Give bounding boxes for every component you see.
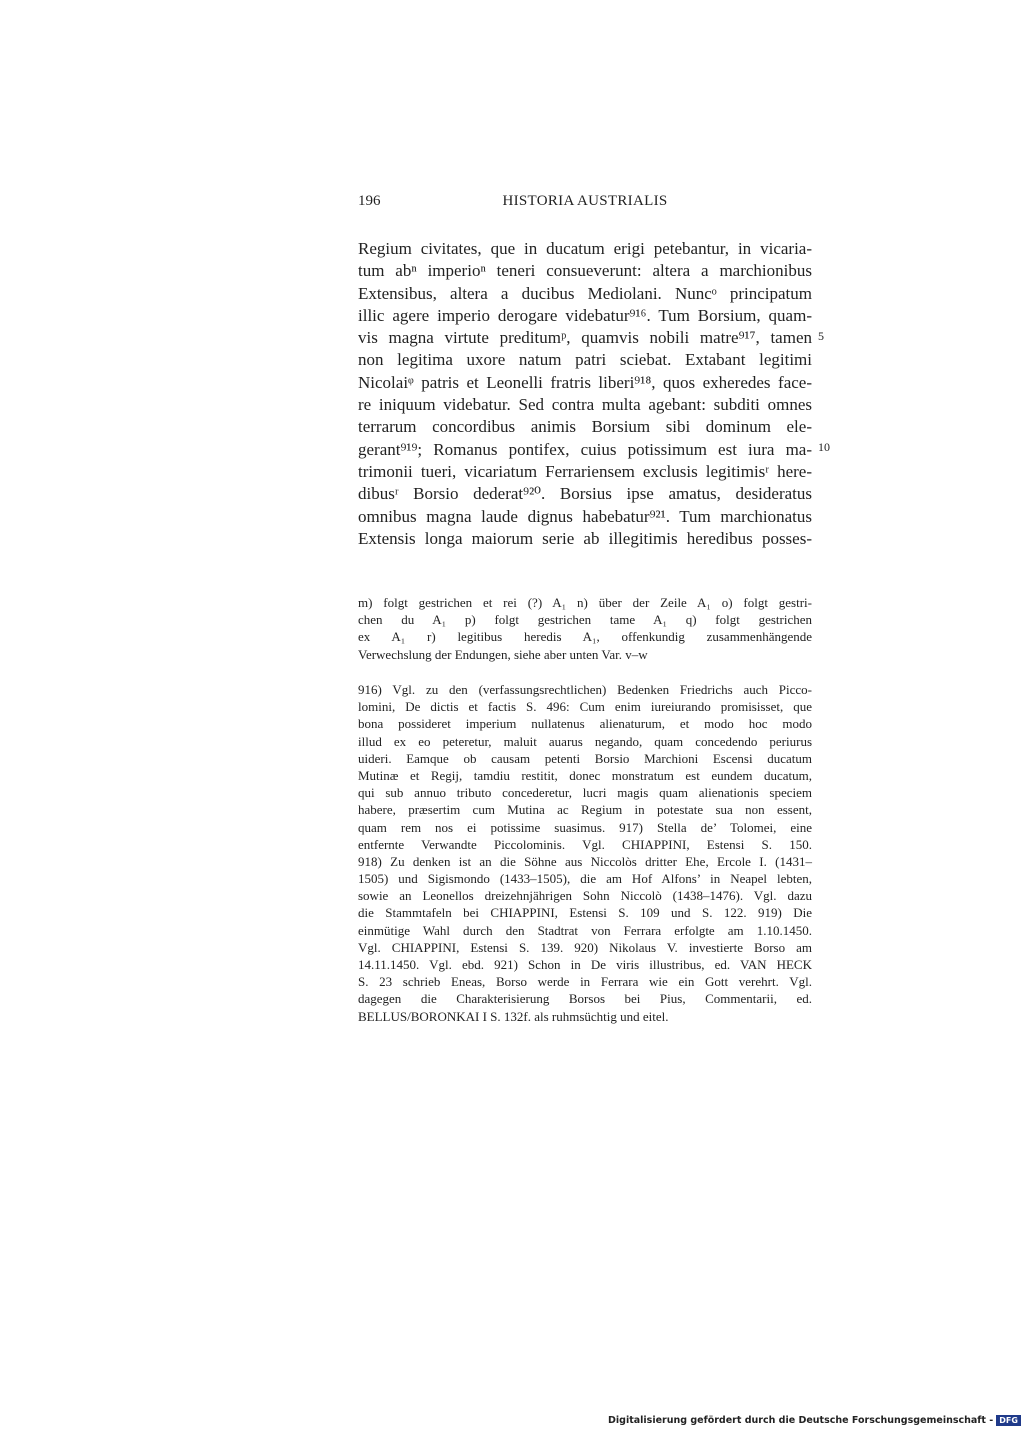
main-text-line: dibusʳ Borsio dederat⁹²⁰. Borsius ipse amatus, desideratus: [358, 484, 812, 504]
main-text-line: Regium civitates, que in ducatum erigi petebantur, in vicaria-: [358, 239, 812, 258]
apparatus-line: Verwechslung der Endungen, siehe aber unten Var. v–w: [358, 646, 648, 662]
apparatus-line: ex A₁ r) legitibus heredis A₁, offenkundig zusammenhängende: [358, 629, 812, 645]
dfg-logo: DFG: [996, 1415, 1021, 1426]
footnote-line: qui sub annuo tributo concederetur, lucri magis quam alienationis speciem: [358, 785, 812, 801]
main-text-line: Nicolaiᵠ patris et Leonelli fratris liberi⁹¹⁸, quos exheredes face-: [358, 372, 812, 392]
line-number-10: 10: [818, 440, 830, 454]
footnote-line: dagegen die Charakterisierung Borsos bei Pius, Commentarii, ed.: [358, 991, 812, 1007]
footnote-line: entfernte Verwandte Piccolominis. Vgl. CHIAPPINI, Estensi S. 150.: [358, 836, 812, 852]
main-text-line: omnibus magna laude dignus habebatur⁹²¹. Tum marchionatus: [358, 506, 812, 526]
main-text-line: Extensibus, altera a ducibus Mediolani. Nuncᵒ principatum: [358, 283, 812, 303]
footnote-line: 14.11.1450. Vgl. ebd. 921) Schon in De viris illustribus, ed. VAN HECK: [358, 957, 812, 972]
footnote-line: einmütige Wahl durch den Stadtrat von Ferrara erfolgte am 1.10.1450.: [358, 922, 812, 938]
main-text-line: terrarum concordibus animis Borsium sibi dominum ele-: [358, 417, 812, 437]
footnote-line: die Stammtafeln bei CHIAPPINI, Estensi S. 109 und S. 122. 919) Die: [358, 905, 812, 921]
page-number: 196: [358, 193, 381, 209]
footnote-line: bona possideret imperium nullatenus alienaturum, et modo hoc modo: [358, 716, 812, 732]
footnote-line: S. 23 schrieb Eneas, Borso werde in Ferrara wie ein Gott verehrt. Vgl.: [358, 974, 812, 990]
apparatus-line: chen du A₁ p) folgt gestrichen tame A₁ q) folgt gestrichen: [358, 612, 812, 628]
footer: [608, 1415, 1021, 1426]
footnote-line: uideri. Eamque ob causam petenti Borsio Marchioni Escensi ducatum: [358, 750, 812, 766]
line-number-5: 5: [818, 329, 824, 343]
apparatus-line: m) folgt gestrichen et rei (?) A₁ n) über der Zeile A₁ o) folgt gestri-: [358, 595, 812, 610]
main-text-line: gerant⁹¹⁹; Romanus pontifex, cuius potissimum est iura ma-: [358, 439, 812, 459]
main-text-line: tum abⁿ imperioⁿ teneri consueverunt: altera a marchionibus: [358, 261, 812, 281]
footnotes: [358, 681, 812, 1025]
footnote-line: quam rem nos ei potissime suasimus. 917) Stella de’ Tolomei, eine: [358, 819, 812, 835]
main-text-line: illic agere imperio derogare videbatur⁹¹⁶. Tum Borsium, quam-: [358, 305, 812, 325]
footnote-line: Vgl. CHIAPPINI, Estensi S. 139. 920) Nikolaus V. investierte Borso am: [358, 939, 812, 955]
footer-text: Digitalisierung gefördert durch die Deutsche Forschungsgemeinschaft -: [608, 1415, 994, 1426]
main-text-line: trimonii tueri, vicariatum Ferrariensem exclusis legitimisʳ here-: [358, 461, 812, 481]
footnote-line: 916) Vgl. zu den (verfassungsrechtlichen) Bedenken Friedrichs auch Picco-: [358, 682, 812, 697]
footnote-line: 918) Zu denken ist an die Söhne aus Niccolòs dritter Ehe, Ercole I. (1431–: [358, 853, 812, 869]
main-text-line: vis magna virtute preditumᵖ, quamvis nobili matre⁹¹⁷, tamen: [358, 328, 812, 348]
footnote-line: lomini, De dictis et factis S. 496: Cum enim iureiurando promisisset, que: [358, 699, 812, 715]
main-text-line: Extensis longa maiorum serie ab illegitimis heredibus posses-: [358, 528, 812, 548]
footnote-line: 1505) und Sigismondo (1433–1505), die am Hof Alfons’ in Neapel lebten,: [358, 871, 812, 887]
main-text-line: re iniquum videbatur. Sed contra multa agebant: subditi omnes: [358, 395, 812, 415]
footnote-line: habere, præsertim cum Mutina ac Regium in potestate sua non essent,: [358, 802, 812, 818]
main-text: [358, 238, 812, 550]
footnote-line: illud ex eo peteretur, maluit auarus negando, quam concedendo periurus: [358, 733, 812, 749]
footnote-line: sowie an Leonellos dreizehnjährigen Sohn Niccolò (1438–1476). Vgl. dazu: [358, 888, 812, 904]
page-header: [358, 193, 812, 215]
main-text-line: non legitima uxore natum patri sciebat. Extabant legitimi: [358, 350, 812, 370]
critical-apparatus: [358, 594, 812, 663]
footnote-line: BELLUS/BORONKAI I S. 132f. als ruhmsüchtig und eitel.: [358, 1008, 669, 1024]
running-title: HISTORIA AUSTRIALIS: [502, 193, 668, 209]
footnote-line: Mutinæ et Regij, tamdiu restitit, donec monstratum est eundem ducatum,: [358, 767, 812, 783]
